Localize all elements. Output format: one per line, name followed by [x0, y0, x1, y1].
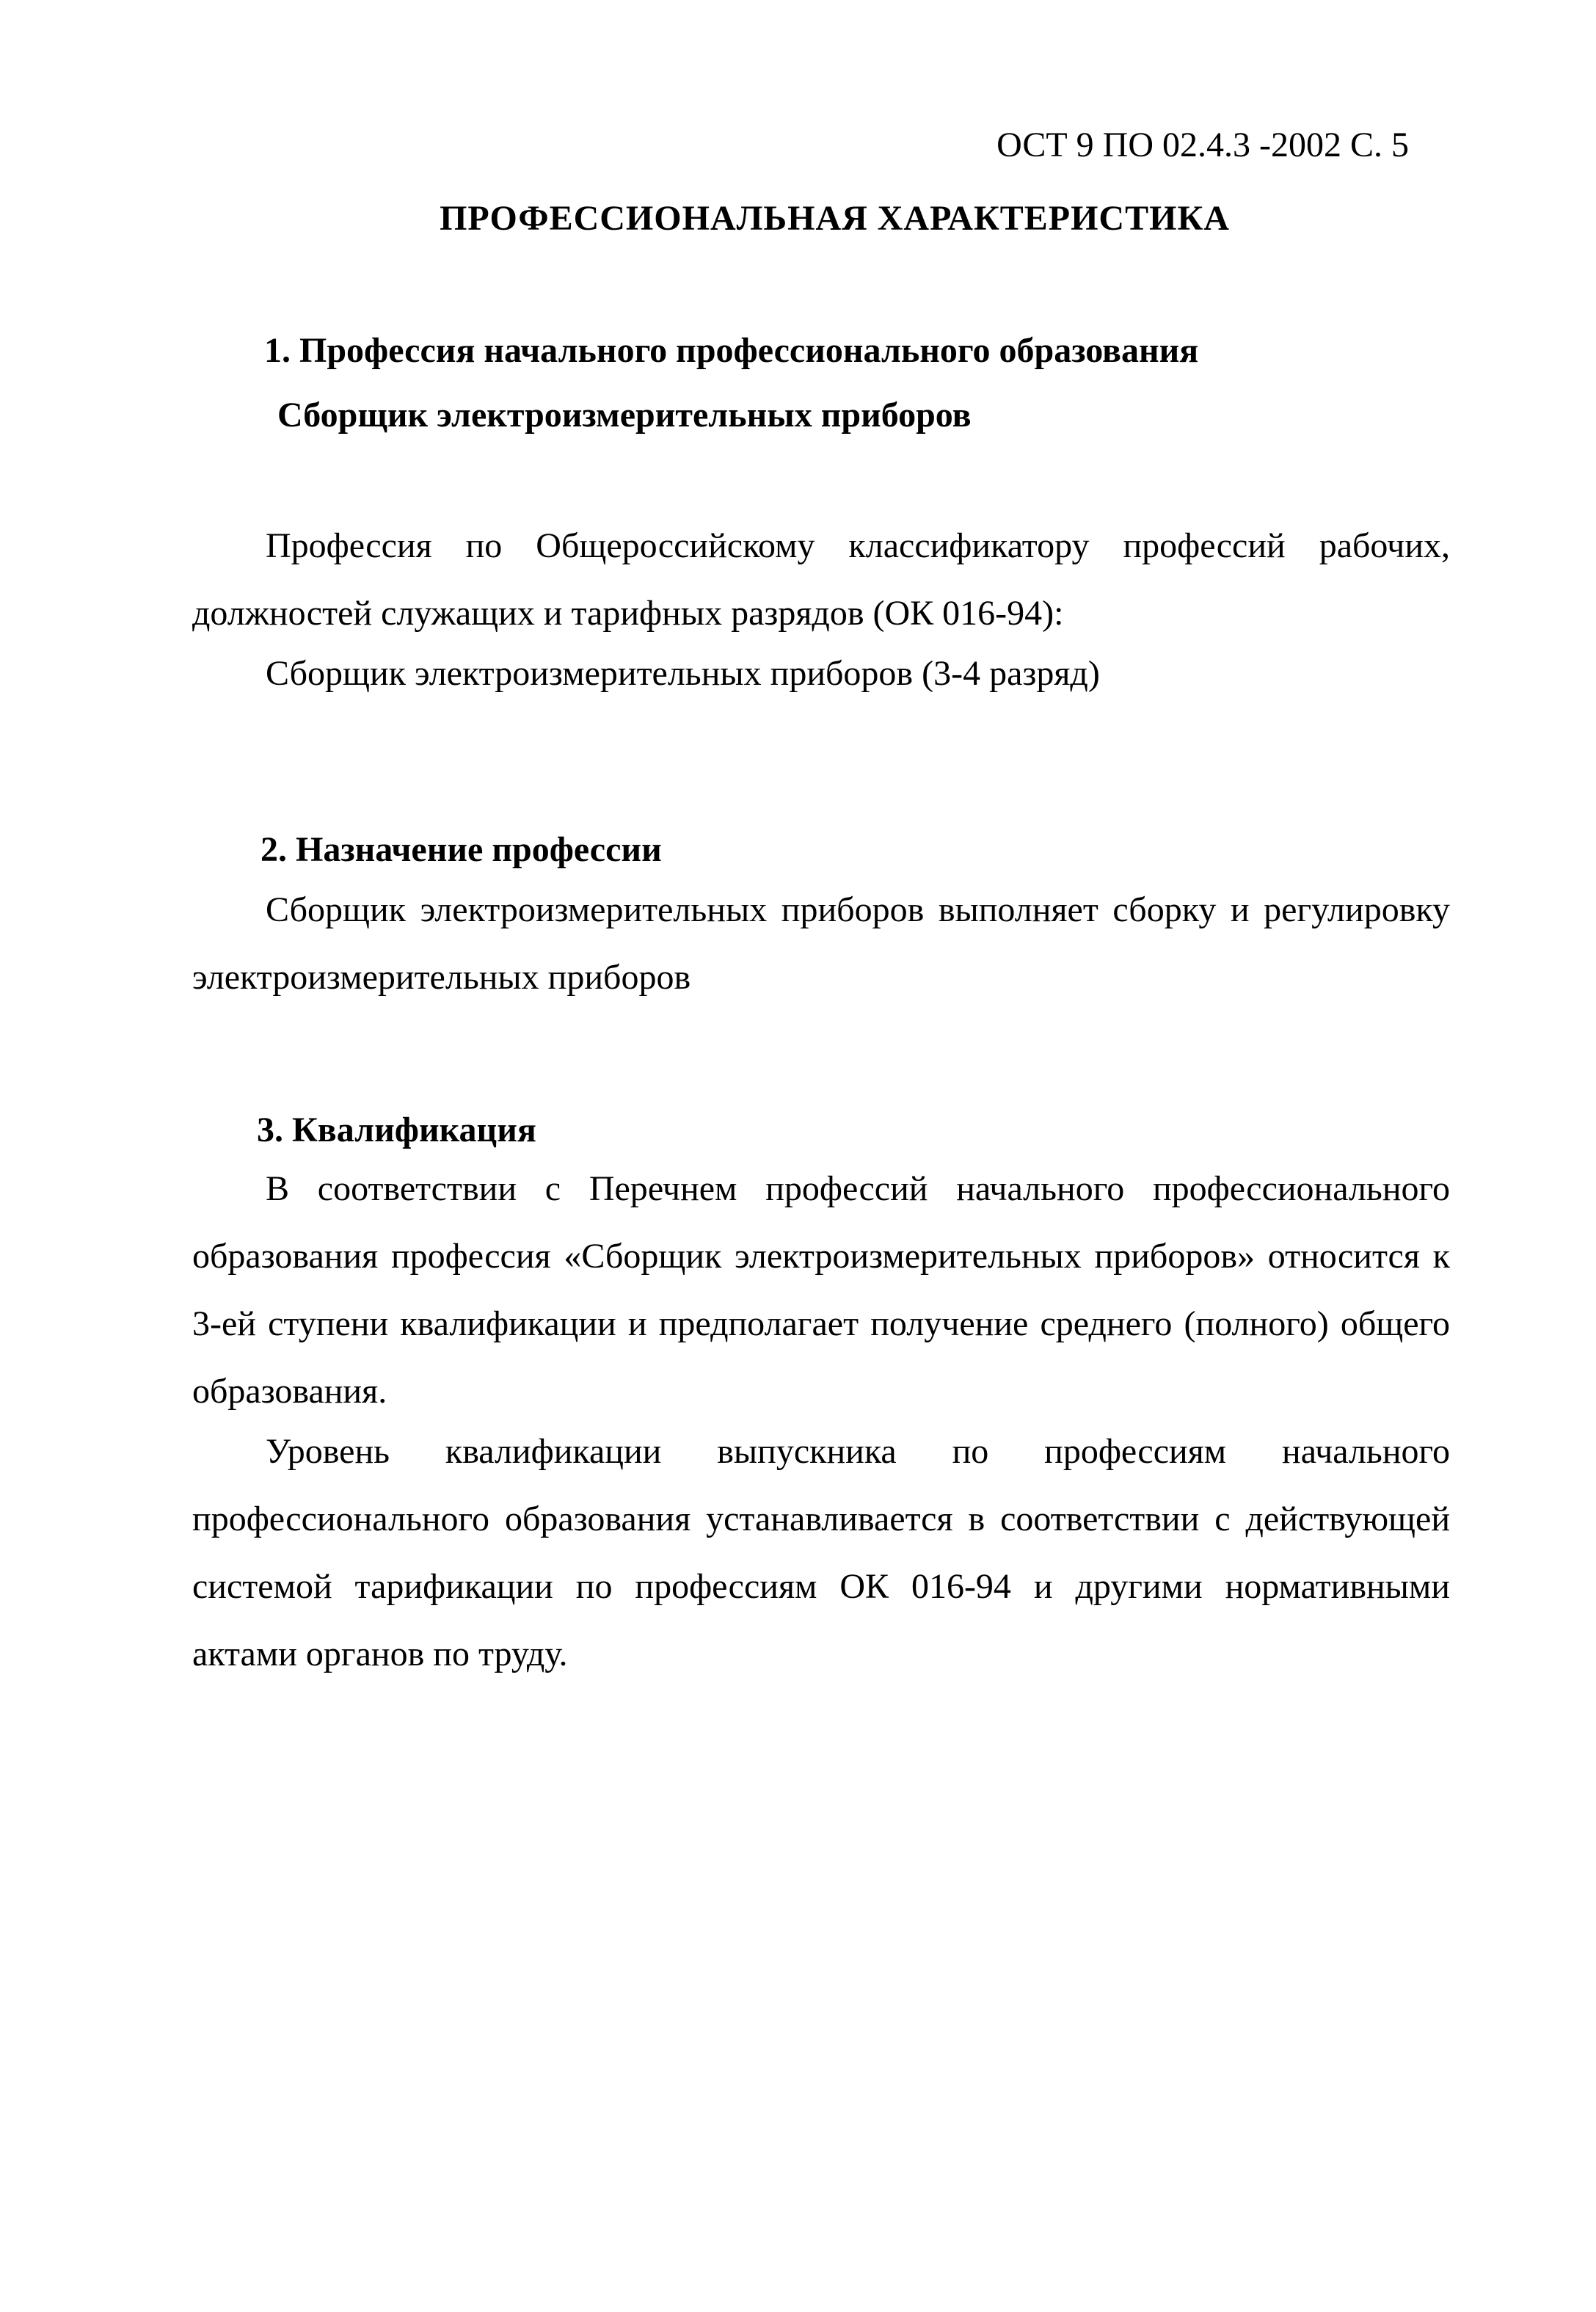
section-3-paragraph-1: В соответствии с Перечнем профессий начального профессионального образования профессия «Сборщик электроизмерительных приборов» относится к 3-ей ступени квалификации и предполагает получение среднего (полного) общего образования. [192, 1169, 1450, 1411]
page-title: ПРОФЕССИОНАЛЬНАЯ ХАРАКТЕРИСТИКА [440, 199, 1230, 238]
section-1-paragraph: Профессия по Общероссийскому классификатору профессий рабочих, должностей служащих и тарифных разрядов (ОК 016-94): [192, 526, 1450, 633]
section-2-heading: 2. Назначение профессии [260, 830, 662, 869]
section-1-profession-line: Сборщик электроизмерительных приборов (3-4 разряд) [266, 654, 1100, 693]
section-1-heading: 1. Профессия начального профессионального образования [264, 331, 1199, 370]
section-3-paragraph-2: Уровень квалификации выпускника по профессиям начального профессионального образования устанавливается в соответствии с действующей системой тарификации по профессиям ОК 016-94 и другими нормативными актами органов по труду. [192, 1432, 1450, 1673]
running-head: ОСТ 9 ПО 02.4.3 -2002 С. 5 [996, 126, 1409, 164]
section-2-paragraph: Сборщик электроизмерительных приборов выполняет сборку и регулировку электроизмерительных приборов [192, 890, 1450, 997]
section-3-heading: 3. Квалификация [257, 1110, 536, 1149]
section-1-subheading: Сборщик электроизмерительных приборов [277, 396, 972, 435]
